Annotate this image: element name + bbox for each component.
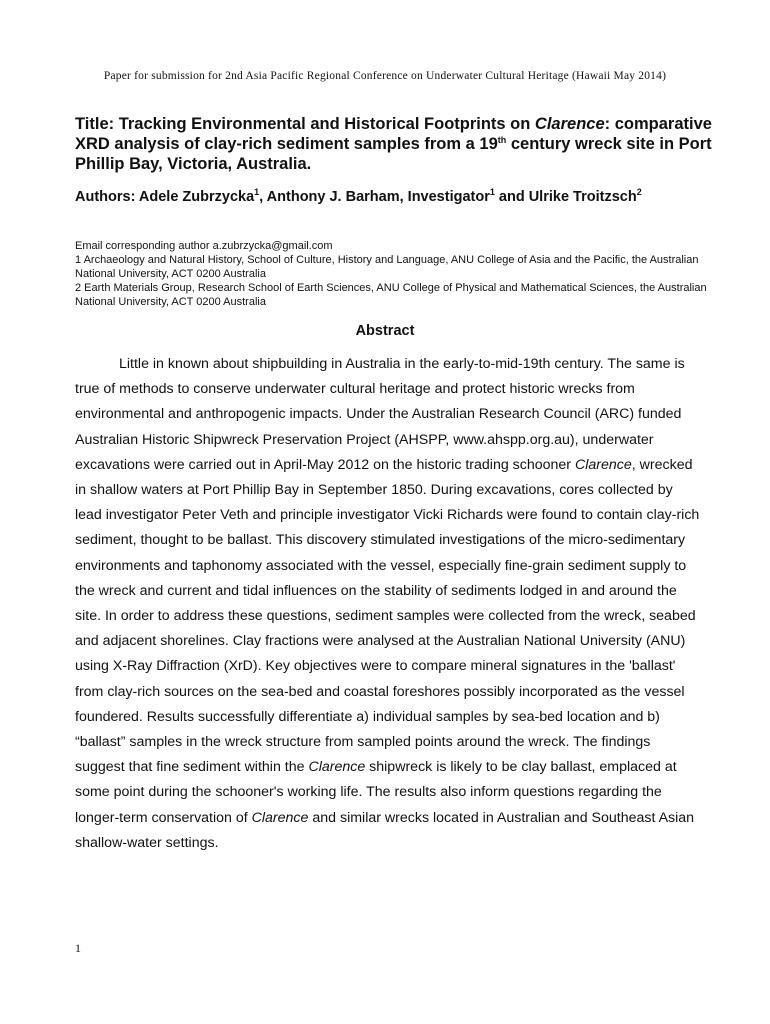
affiliation-1: 1 Archaeology and Natural History, School of Culture, History and Language, ANU College of Asia and the Pacific, the Australian National University, ACT 0200 Australia	[75, 254, 699, 280]
abstract-text-2: , wrecked in shallow waters at Port Phillip Bay in September 1850. During excavations, cores collected by lead investigator Peter Veth and principle investigator Vicki Richards were found to contain clay-rich sediment, thought to be ballast. This discovery stimulated investigations of the micro-sedimentary environments and taphonomy associated with the vessel, especially fine-grain sediment supply to the wreck and current and tidal influences on the stability of sediments lodged in and around the site. In order to address these questions, sediment samples were collected from the wreck, seabed and adjacent shorelines. Clay fractions were analysed at the Australian National University (ANU) using X-Ray Diffraction (XrD). Key objectives were to compare mineral signatures in the 'ballast' from clay-rich sources on the sea-bed and coastal foreshores possibly incorporated as the vessel foundered. Results successfully differentiate a) individual samples by sea-bed location and b) “ballast” samples in the wreck structure from sampled points around the wreck. The findings suggest that fine sediment within the	[75, 456, 700, 776]
title-superscript: th	[497, 135, 507, 145]
authors-line	[75, 187, 715, 207]
abstract-body	[75, 352, 703, 856]
abstract-ship-name-2: Clarence	[308, 759, 366, 776]
authors-tail: and Ulrike Troitzsch	[494, 189, 637, 205]
affiliation-2: 2 Earth Materials Group, Research School of Earth Sciences, ANU College of Physical and Mathematical Sciences, the Australian National University, ACT 0200 Australia	[75, 282, 707, 308]
title-prefix: Title: Tracking Environmental and Historical Footprints on	[75, 115, 535, 133]
authors-mid: , Anthony J. Barham, Investigator	[259, 189, 490, 205]
abstract-ship-name-1: Clarence	[574, 456, 632, 473]
running-header: Paper for submission for 2nd Asia Pacific Regional Conference on Underwater Cultural Heritage (Hawaii May 2014)	[103, 70, 667, 82]
abstract-text-3: shipwreck is likely to be clay ballast, emplaced at some point during the schooner's working life. The results also inform questions regarding the longer-term conservation of	[75, 759, 677, 826]
title-ship-name: Clarence	[534, 115, 605, 133]
title-line-b: century wreck site in Port Phillip Bay, Victoria, Australia.	[75, 135, 712, 173]
title-line-a: : comparative XRD analysis of clay-rich sediment samples from a 19	[75, 115, 712, 153]
authors-prefix: Authors: Adele Zubrzycka	[75, 189, 255, 205]
paper-title	[75, 114, 715, 174]
abstract-ship-name-3: Clarence	[251, 809, 309, 826]
author-sup-2: 1	[489, 187, 495, 197]
abstract-heading: Abstract	[355, 323, 415, 339]
abstract-text-4: and similar wrecks located in Australian and Southeast Asian shallow-water settings.	[75, 809, 695, 851]
author-sup-1: 1	[254, 187, 260, 197]
corresponding-email: Email corresponding author a.zubrzycka@gmail.com	[75, 240, 333, 252]
abstract-text-1: Little in known about shipbuilding in Australia in the early-to-mid-19th century. The same is true of methods to conserve underwater cultural heritage and protect historic wrecks from environmental and anthropogenic impacts. Under the Australian Research Council (ARC) funded Australian Historic Shipwreck Preservation Project (AHSPP, www.ahspp.org.au), underwater excavations were carried out in April-May 2012 on the historic trading schooner	[75, 356, 685, 473]
author-sup-3: 2	[636, 187, 642, 197]
affiliations	[75, 239, 715, 309]
page-number: 1	[75, 941, 81, 955]
